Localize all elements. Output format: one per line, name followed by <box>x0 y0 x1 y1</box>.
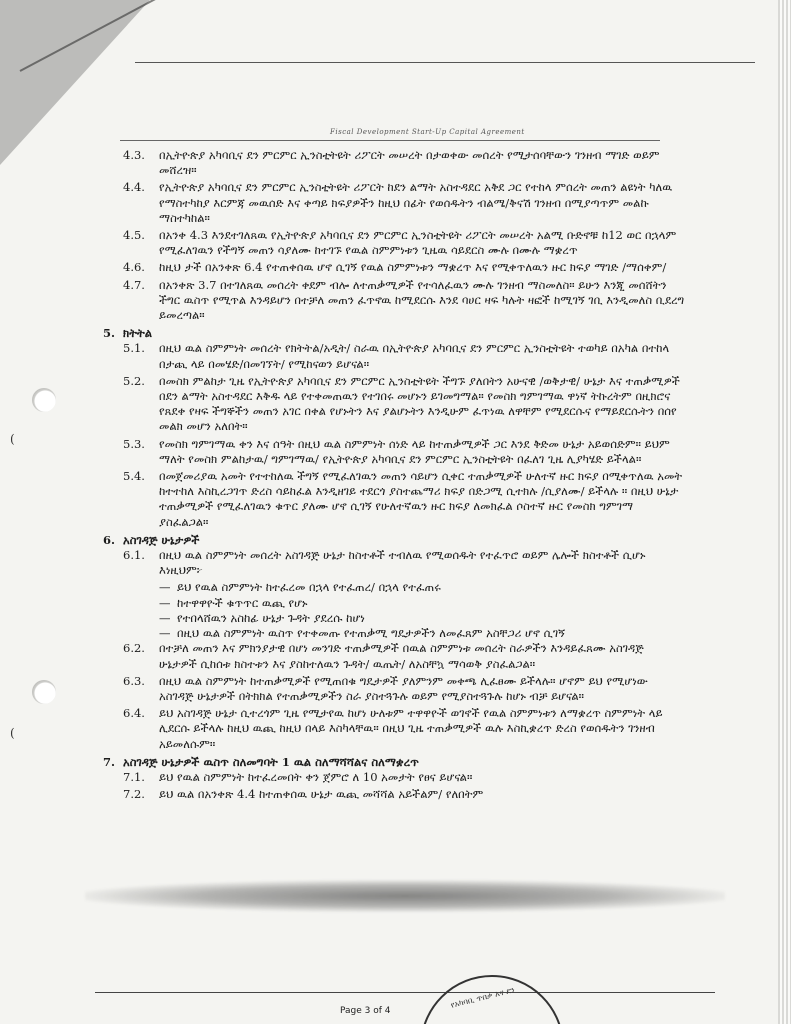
clause-text: ይህ አስገዳጅ ሁኔታ ሲተረጎም ጊዜ የሚታየዉ ከሆነ ሁለቱም ተዋዋዮች ወገኖች የዉል ስምምነቱን ለማቋረጥ ስምምነት ላይ ሊደርሱ ይችላሉ ከዚህ ዉጪ ከዚህ በላይ እስካላቸዉ። በዚህ ጊዜ ተጠቃሚዎች ዉሉ እስኪቋረጥ ድረስ የወሰዱትን ገንዘብ አይመለሱም። <box>159 706 663 751</box>
section-heading: 6. አስገዳጅ ሁኔታዎች <box>103 532 200 547</box>
clause <box>95 278 685 324</box>
clause-text: ይህ ዉል በአንቀጽ 4.4 ከተጠቀሰዉ ሁኔታ ዉጪ መሻሻል አይችልም/ የለበትም <box>159 787 484 802</box>
clause-number: 6.4. <box>123 706 145 721</box>
clause <box>95 437 685 467</box>
bullet-item <box>159 580 685 595</box>
clause-number: 4.3. <box>123 148 145 162</box>
clause-text: የኢትዮጵያ አካባቢና ደን ምርምር ኢንስቲትዩት ሪፖርት ከደን ልማት አስተዳደር አቅደ ጋር የተከላ ምሰረት መጠን ልዩነት ካለዉ የማስተካከያ እርምጃ መዉሰድ እና ቀጣይ ክፍያዎችን ከዚህ በፊት የወሰዱትን ብልሜ/ቅናሽ ገንዘብ በሚያጣጥም መልኩ ማስተካከል። <box>159 180 673 225</box>
clause <box>95 706 685 752</box>
bullet-text: ከተዋዋዮች ቁጥጥር ዉጪ የሆኑ <box>177 595 308 610</box>
clause-number: 5.4. <box>123 469 145 484</box>
clause-number: 4.4. <box>123 180 145 195</box>
clause-number: 7.1. <box>123 769 145 784</box>
punch-hole <box>32 680 56 704</box>
clause-text: በአንቀጽ 3.7 በተገለጸዉ መሰረት ቀደም ብሎ ለተጠቃሚዎች የተሳለፈዉን ሙሉ ገንዘብ ማስመለስ። ይሁን እንጂ መሰሸትን ችግር ዉስጥ የሚጥል እንዳይሆን በተቻለ መጠን ፈጥኖዉ ከሚደርሱ እንደ ባሀር ዛፍ ካሉት ዛፎች ከሚገኝ ገቢ እንዲመለስ ቢደረግ ይመረጣል። <box>159 277 685 323</box>
clause <box>95 180 685 226</box>
clause-text: በመጀመሪያዉ አመት የተተከለዉ ችግኝ የሚፈለገዉን መጠን ሳይሆን ሲቀር ተጠቃሚዎች ሁለተኛ ዙር ክፍያ በሚቀጥለዉ አመት ከተተከለ እስኪረጋገጥ ድረስ ሳይከፈል እንዲዘገይ ተደርጎ ያስተጨማሪ ክፍያ በድጋሚ ሲተክሉ /ሲያለሙ/ ይችላሉ ። በዚህ ሁኔታ ተጠቃሚዎች የሚፈለገዉን ቁጥር ያለሙ ሆኖ ሲገኝ የሁለተኛዉን ዙር ክፍያ ለመክፈል ሶስተኛ ዙር የመስክ ግምገማ ያስፈልጋል። <box>159 469 683 529</box>
clause <box>95 641 685 671</box>
footer-rule <box>95 992 715 993</box>
section-heading: 5. ክትትል <box>103 326 153 341</box>
clause <box>95 674 685 704</box>
document-body <box>95 148 685 804</box>
clause <box>95 787 685 802</box>
section-heading: 7. አስገዳጅ ሁኔታዎች ዉስጥ ስለመግባት 1 ዉል ስለማሻሻልና ስለማቋረጥ <box>103 754 419 769</box>
bullet-dash: — <box>159 580 171 595</box>
clause <box>95 770 685 785</box>
clause-number: 6.2. <box>123 641 145 656</box>
clause <box>95 228 685 258</box>
top-rule <box>135 62 755 63</box>
bullet-text: ይህ የዉል ስምምነት ከተፈረመ በኋላ የተፈጠረ/ በኋላ የተፈጠሩ <box>177 580 441 595</box>
page-header: Fiscal Development Start-Up Capital Agreement <box>330 128 525 136</box>
punch-hole <box>32 388 56 412</box>
clause-text: የመስክ ግምገማዉ ቀን እና ሰዓት በዚህ ዉል ስምምነት ሰነድ ላይ ከተጠቃሚዎች ጋር እንደ ቅድመ ሁኔታ አይወሰድም። ይህም ማለት የመስክ ምልከታዉ/ ግምገማዉ/ የኢትዮጵያ አካባቢና ደን ምርምር ኢንስቲትዩት በፈለገ ጊዜ ሊያካሄድ ይችላል። <box>159 436 670 466</box>
bullet-text: በዚህ ዉል ስምምነት ዉስጥ የተቀመጡ የተጠቃሚ ግዴታዎችን ለመፈጸም አስቸጋሪ ሆኖ ሲገኝ <box>177 626 565 641</box>
clause-text: ይህ የዉል ስምምነት ከተፈረመበት ቀን ጀምሮ ለ 10 አመታት የፀና ይሆናል። <box>159 769 473 784</box>
header-rule <box>120 140 660 141</box>
clause-number: 5.2. <box>123 373 145 388</box>
scan-smudge <box>85 880 725 912</box>
page-number: Page 3 of 4 <box>340 1006 391 1016</box>
clause-text: በዚህ ዉል ስምምነት መሰረት የክትትል/አዲት/ ስራዉ በኢትዮጵያ አካባቢና ደን ምርምር ኢንስቲትዩት ተወካይ በአካል በተከላ በታጪ ላይ በመሄድ/በመገኘት/ የሚከናወን ይሆናል። <box>159 341 670 371</box>
margin-mark: ( <box>10 726 15 740</box>
margin-mark: ( <box>10 432 15 446</box>
clause-number: 5.3. <box>123 436 145 451</box>
clause-text: በተቻለ መጠን እና ምክንያታዊ በሆነ መንገድ ተጠቃሚዎች በዉል ስምምነቱ መሰረት ስራዎችን እንዳይፈጸሙ አስገዳጅ ሁኔታዎች ሲከሰቱ ክስተቱን እና ያስከተለዉን ጉዳት/ ዉጤት/ ለአስቸኳ ማሳወቅ ያስፈልጋል። <box>159 641 644 671</box>
clause-number: 4.6. <box>123 260 145 275</box>
clause: 6.1. በዚህ ዉል ስምምነት መሰረት አስገዳጅ ሁኔታ ከስተቶች ተብለዉ የሚወሰዱት የተፈጥሮ ወይም ሌሎች ክስተቶች ሲሆኑ እነዚህም፦ <box>123 548 646 578</box>
clause-number: 4.7. <box>123 277 145 292</box>
bullet-item <box>159 626 685 641</box>
clause <box>95 260 685 275</box>
clause-text: በመስክ ምልከታ ጊዜ የኢትዮጵያ አካባቢና ደን ምርምር ኢንስቲትዩት ችግኙ ያለበትን አሁናዊ /ወቅታዊ/ ሁኔታ እና ተጠቃሚዎች በደን ልማት አስተዳደር እቅዱ ላይ የተቀመጠዉን የተገበሩ መሆኑን ይገመግማል። የመስክ ግምገማዉ ዋነኛ ትኩረትም በዚክሮና የጸደቀ የዛፍ ችግኞችን መጠን አገር በቀል የሆኑትን እና ያልሆኑትን እንዲሁም ፈጥነዉ ለዋቸም የሚደርሱና የማይደርሱትን በሰየ መልክ መሆን አለበት። <box>159 373 680 434</box>
clause-number: 6.3. <box>123 673 145 688</box>
clause <box>95 469 685 530</box>
bullet-text: የተበላሸዉን አስከፊ ሁኔታ ጉዳት ያደረሱ ከሆነ <box>177 610 365 625</box>
stamp-text: የአካባቢ ጥበቃ እና ደን <box>449 985 516 1010</box>
clause-number: 7.2. <box>123 787 145 802</box>
bullet-dash: — <box>159 610 171 625</box>
clause <box>95 341 685 371</box>
bullet-item <box>159 596 685 611</box>
bullet-item <box>159 611 685 626</box>
bullet-dash: — <box>159 595 171 610</box>
clause-text: በአንቀ 4.3 እንደተገለጸዉ የኢትዮጵያ አካባቢና ደን ምርምር ኢንስቲትዩት ሪፖርት መሠረት አልሚ ቡድኖቹ ከ12 ወር በኋላም የሚፈለገዉን የችግኝ መጠን ሳያለሙ ከተገኙ የዉል ስምምነቱን ጊዜዉ ሳይደርስ ሙሉ በሙሉ ማቋረጥ <box>159 228 677 258</box>
clause-text: በዚህ ዉል ስምምነት ከተጠቃሚዎች የሚጠበቁ ግዴታዎች ያለምንም መቀጫ ሊፈፀሙ ይችላሉ። ሆኖም ይህ የሚሆነው አስገዳጅ ሁኔታዎች በትክክል የተጠቃሚዎችን ስራ ያስተጓጉሉ ወይም የሚያስተጓጉሉ ከሆኑ ብቻ ይሆናል። <box>159 673 648 703</box>
clause-text: በኢትዮጵያ አካባቢና ደን ምርምር ኢንስቲትዩት ሪፖርት መሠረት በታወቀው መሰረት የሚታሰባቸውን ገንዘብ ማገድ ወይም መሸረዝ። <box>159 148 660 178</box>
clause-number: 5.1. <box>123 341 145 356</box>
clause <box>95 148 685 178</box>
bullet-dash: — <box>159 626 171 641</box>
clause <box>95 374 685 435</box>
clause-text: ከዚህ ታች በአንቀጽ 6.4 የተጠቀሰዉ ሆኖ ሲገኝ የዉል ስምምነቱን ማቋረጥ እና የሚቀጥለዉን ዙር ክፍያ ማገድ /ማሰቀም/ <box>159 260 667 275</box>
clause-number: 4.5. <box>123 228 145 243</box>
stacked-page-edges <box>778 0 791 1024</box>
